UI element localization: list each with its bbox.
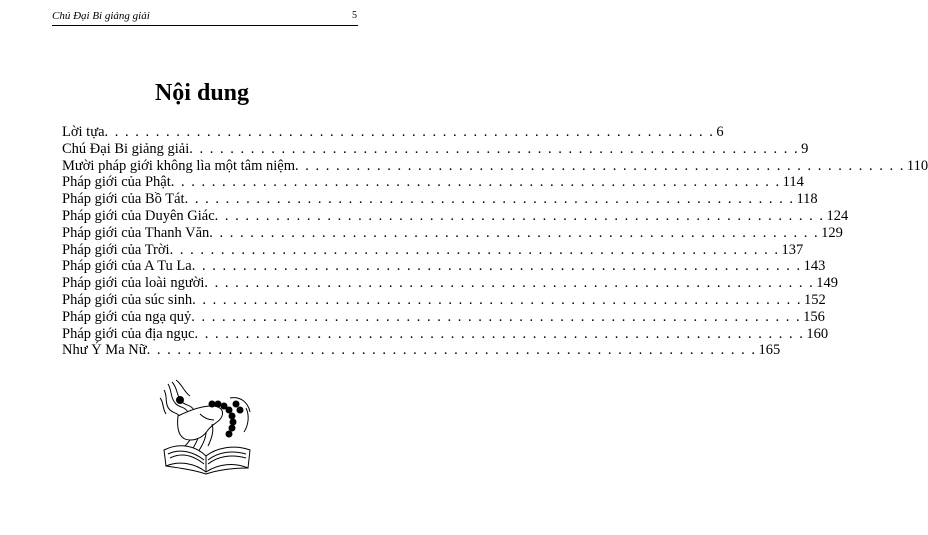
toc-entry bbox=[62, 207, 849, 225]
toc-entry-title: Pháp giới của Thanh Văn bbox=[62, 224, 210, 241]
toc-entry-title: Pháp giới của Trời bbox=[62, 241, 170, 258]
toc-entry-page: 160 bbox=[806, 325, 829, 342]
toc-entry-page: 137 bbox=[781, 241, 804, 258]
toc-leader: . . . . . . . . . . . . . . . . . . . . . . . . . . . . . . . . . . . . . . . . . . . . . . . . . . . . . . . . . . . . bbox=[184, 191, 795, 208]
toc-entry bbox=[62, 342, 781, 359]
toc-leader: . . . . . . . . . . . . . . . . . . . . . . . . . . . . . . . . . . . . . . . . . . . . . . . . . . . . . . . . . . . . bbox=[170, 174, 781, 191]
toc-entry bbox=[62, 174, 804, 191]
toc-leader: . . . . . . . . . . . . . . . . . . . . . . . . . . . . . . . . . . . . . . . . . . . . . . . . . . . . . . . . . . . . bbox=[214, 207, 825, 224]
toc-entry-page: 9 bbox=[801, 140, 809, 157]
toc-entry-title: Như Ý Ma Nữ bbox=[62, 342, 147, 359]
toc-leader: . . . . . . . . . . . . . . . . . . . . . . . . . . . . . . . . . . . . . . . . . . . . . . . . . . . . . . . . . . . . bbox=[295, 157, 905, 174]
toc-entry-title: Chú Đại Bi giảng giải bbox=[62, 140, 190, 157]
toc-entry-title: Lời tựa bbox=[62, 124, 105, 140]
toc-leader: . . . . . . . . . . . . . . . . . . . . . . . . . . . . . . . . . . . . . . . . . . . . . . . . . . . . . . . . . . . . bbox=[104, 124, 715, 140]
toc-entry bbox=[62, 224, 843, 242]
toc-entry-title: Mười pháp giới không lìa một tâm niệm bbox=[62, 157, 296, 174]
toc-leader: . . . . . . . . . . . . . . . . . . . . . . . . . . . . . . . . . . . . . . . . . . . . . . . . . . . . . . . . . . . . bbox=[191, 308, 802, 325]
toc-entry-page: 6 bbox=[716, 124, 724, 140]
toc-entry bbox=[62, 241, 804, 259]
toc-entry-page: 114 bbox=[782, 174, 804, 191]
running-header-title: Chú Đại Bi giảng giải bbox=[52, 10, 150, 22]
toc-leader: . . . . . . . . . . . . . . . . . . . . . . . . . . . . . . . . . . . . . . . . . . . . . . . . . . . . . . . . . . . . bbox=[169, 241, 780, 258]
toc-entry-page: 129 bbox=[821, 224, 843, 241]
toc-leader: . . . . . . . . . . . . . . . . . . . . . . . . . . . . . . . . . . . . . . . . . . . . . . . . . . . . . . . . . . . . bbox=[146, 342, 757, 359]
toc-entry-title: Pháp giới của ngạ quỷ bbox=[62, 308, 192, 325]
toc-leader: . . . . . . . . . . . . . . . . . . . . . . . . . . . . . . . . . . . . . . . . . . . . . . . . . . . . . . . . . . . . bbox=[192, 291, 802, 308]
toc-leader: . . . . . . . . . . . . . . . . . . . . . . . . . . . . . . . . . . . . . . . . . . . . . . . . . . . . . . . . . . . . bbox=[189, 140, 800, 157]
toc-entry-page: 152 bbox=[803, 291, 826, 308]
toc-entry-page: 165 bbox=[758, 342, 781, 359]
toc-leader: . . . . . . . . . . . . . . . . . . . . . . . . . . . . . . . . . . . . . . . . . . . . . . . . . . . . . . . . . . . . bbox=[194, 325, 805, 342]
toc-entry-page: 110 bbox=[906, 157, 928, 174]
toc-entry-title: Pháp giới của Duyên Giác bbox=[62, 207, 215, 224]
toc-entry bbox=[62, 291, 826, 309]
toc-entry-title: Pháp giới của loài người bbox=[62, 275, 205, 292]
page-heading: Nội dung bbox=[154, 80, 250, 106]
table-of-contents bbox=[62, 124, 928, 359]
toc-leader: . . . . . . . . . . . . . . . . . . . . . . . . . . . . . . . . . . . . . . . . . . . . . . . . . . . . . . . . . . . . bbox=[204, 275, 815, 292]
toc-entry-title: Pháp giới của súc sinh bbox=[62, 291, 193, 308]
hand-with-prayer-beads-on-open-book-icon bbox=[150, 376, 260, 476]
page-number: 5 bbox=[352, 10, 357, 21]
toc-entry-title: Pháp giới của Phật bbox=[62, 174, 171, 191]
toc-entry bbox=[62, 157, 928, 175]
toc-entry-page: 156 bbox=[803, 308, 825, 325]
toc-entry bbox=[62, 191, 818, 208]
toc-leader: . . . . . . . . . . . . . . . . . . . . . . . . . . . . . . . . . . . . . . . . . . . . . . . . . . . . . . . . . . . . bbox=[191, 258, 802, 275]
toc-entry-title: Pháp giới của A Tu La bbox=[62, 258, 192, 275]
toc-entry-page: 118 bbox=[796, 191, 818, 208]
toc-entry-page: 143 bbox=[803, 258, 826, 275]
toc-entry-page: 149 bbox=[816, 275, 839, 292]
toc-entry-title: Pháp giới của Bồ Tát bbox=[62, 191, 185, 208]
toc-entry-page: 124 bbox=[826, 207, 849, 224]
toc-leader: . . . . . . . . . . . . . . . . . . . . . . . . . . . . . . . . . . . . . . . . . . . . . . . . . . . . . . . . . . . . bbox=[209, 224, 820, 241]
toc-entry bbox=[62, 308, 825, 326]
toc-entry bbox=[62, 140, 809, 158]
toc-entry bbox=[62, 258, 826, 275]
header-rule bbox=[52, 25, 358, 26]
toc-entry bbox=[62, 275, 839, 292]
toc-entry bbox=[62, 124, 724, 141]
toc-entry bbox=[62, 325, 829, 343]
toc-entry-title: Pháp giới của địa ngục bbox=[62, 325, 195, 342]
